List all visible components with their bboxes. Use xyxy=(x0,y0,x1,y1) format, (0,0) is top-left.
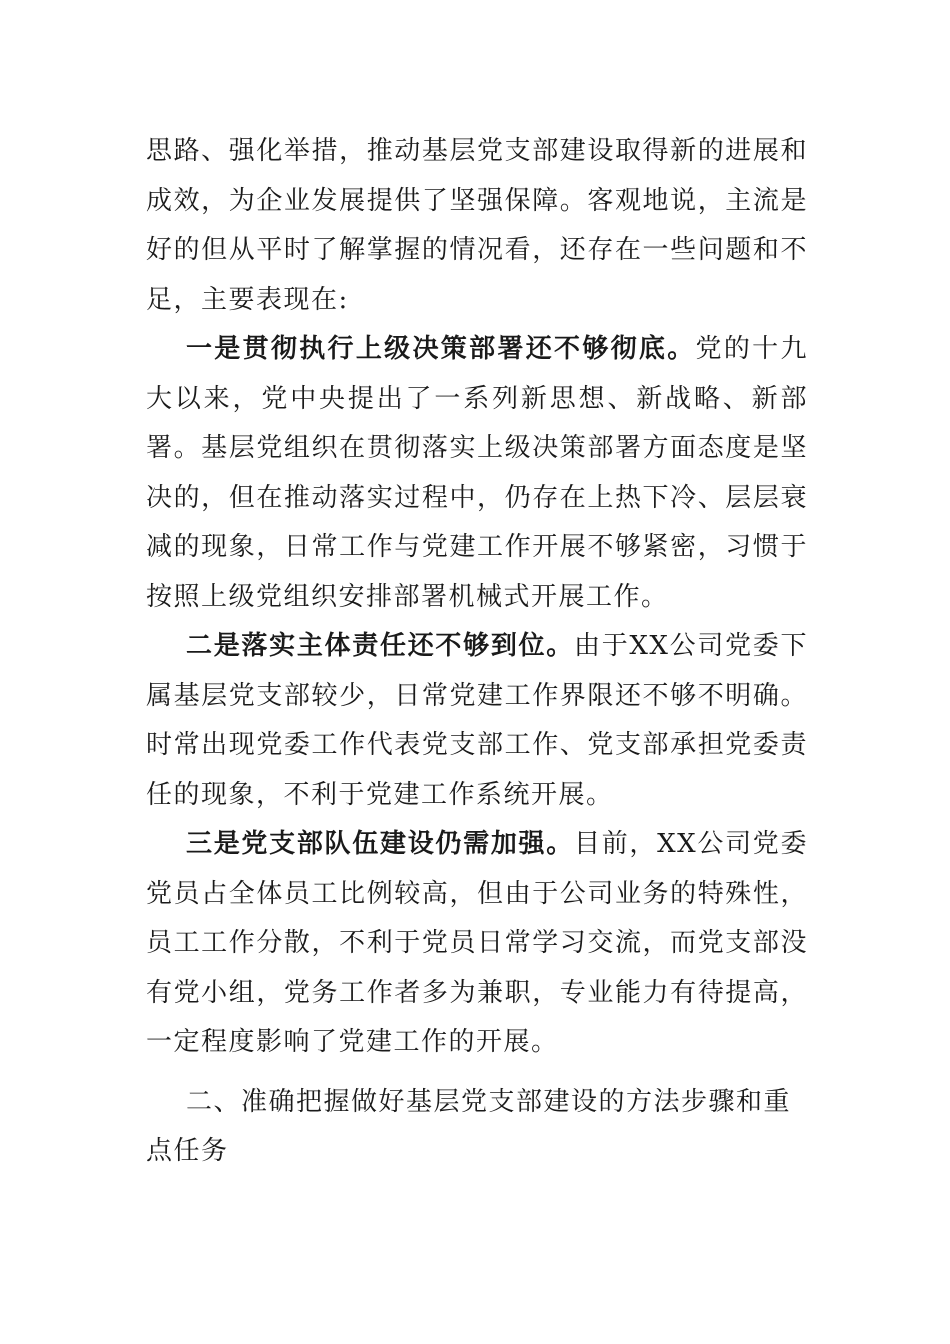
paragraph-point-3 xyxy=(146,820,808,1068)
paragraph-point-2 xyxy=(146,622,808,820)
point-2-text: 由于XX公司党委下属基层党支部较少，日常党建工作界限还不够不明确。时常出现党委工作代表党支部工作、党支部承担党委责任的现象，不利于党建工作系统开展。 xyxy=(146,631,808,810)
section-heading: 二、准确把握做好基层党支部建设的方法步骤和重点任务 xyxy=(146,1086,792,1166)
point-3-text: 目前，XX公司党委党员占全体员工比例较高，但由于公司业务的特殊性，员工工作分散，不利于党员日常学习交流，而党支部没有党小组，党务工作者多为兼职，专业能力有待提高，一定程度影响了党建工作的开展。 xyxy=(146,829,808,1057)
paragraph-point-1 xyxy=(146,325,808,622)
point-1-text: 党的十九大以来，党中央提出了一系列新思想、新战略、新部署。基层党组织在贯彻落实上级决策部署方面态度是坚决的，但在推动落实过程中，仍存在上热下冷、层层衰减的现象，日常工作与党建工作开展不够紧密，习惯于按照上级党组织安排部署机械式开展工作。 xyxy=(146,334,808,612)
paragraph-intro xyxy=(146,127,808,325)
paragraph-intro-text: 思路、强化举措，推动基层党支部建设取得新的进展和成效，为企业发展提供了坚强保障。客观地说，主流是好的但从平时了解掌握的情况看，还存在一些问题和不足，主要表现在: xyxy=(146,136,808,315)
document-body xyxy=(146,127,808,1177)
point-2-lead: 二是落实主体责任还不够到位。 xyxy=(186,631,574,661)
point-3-lead: 三是党支部队伍建设仍需加强。 xyxy=(186,829,574,859)
point-1-lead: 一是贯彻执行上级决策部署还不够彻底。 xyxy=(186,334,696,364)
